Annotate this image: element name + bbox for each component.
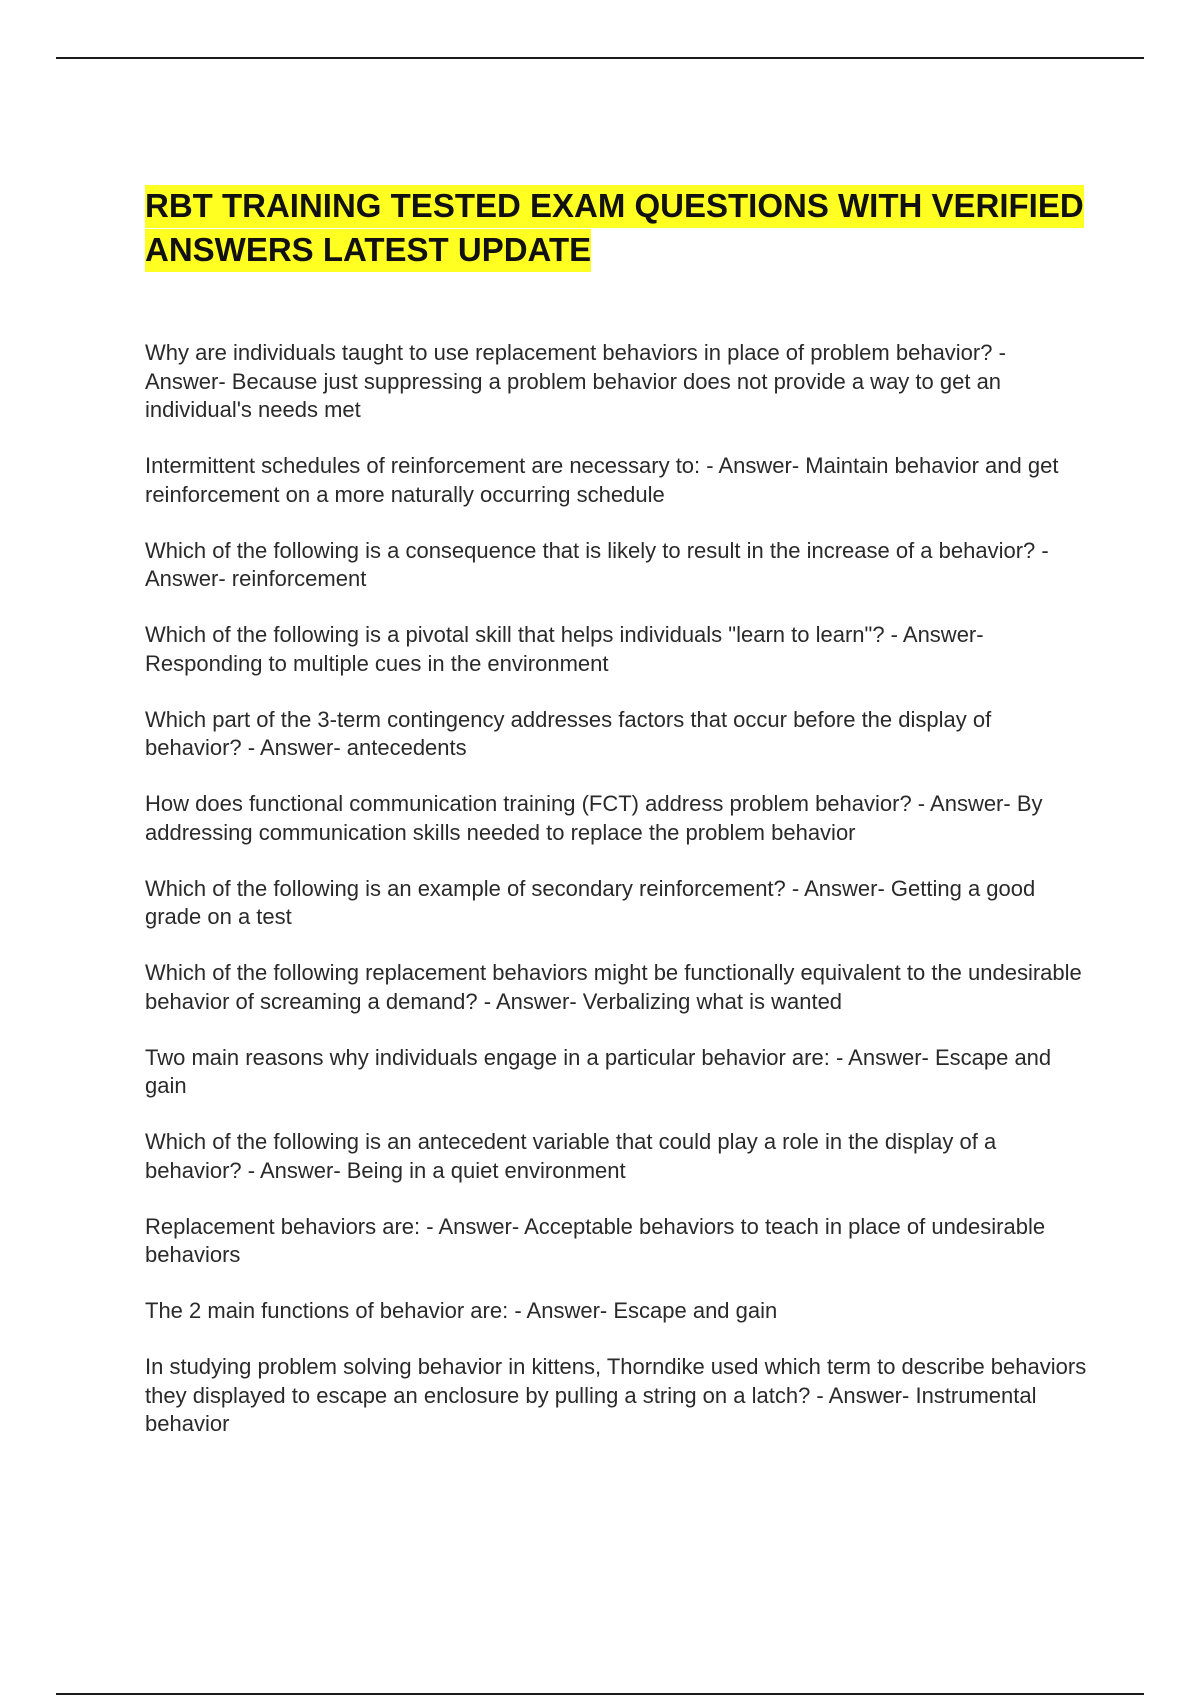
qa-item: How does functional communication training (FCT) address problem behavior? - Answer- By addressing communication skills needed to replace the problem behavior bbox=[145, 791, 1043, 845]
qa-item: Which of the following is an antecedent variable that could play a role in the display of a behavior? - Answer- Being in a quiet environment bbox=[145, 1129, 997, 1183]
qa-item: Which of the following is an example of secondary reinforcement? - Answer- Getting a good grade on a test bbox=[145, 875, 1036, 929]
qa-item: Two main reasons why individuals engage in a particular behavior are: - Answer- Escape and gain bbox=[145, 1044, 1052, 1098]
qa-item: Replacement behaviors are: - Answer- Acceptable behaviors to teach in place of undesirable behaviors bbox=[145, 1213, 1046, 1267]
title-highlight: RBT TRAINING TESTED EXAM QUESTIONS WITH VERIFIED ANSWERS LATEST UPDATE bbox=[145, 185, 1084, 272]
document-title bbox=[145, 184, 1105, 272]
qa-item: Why are individuals taught to use replacement behaviors in place of problem behavior? - Answer- Because just suppressing a problem behavior does not provide a way to get an individual's needs met bbox=[145, 340, 1006, 422]
qa-item: Intermittent schedules of reinforcement are necessary to: - Answer- Maintain behavior and get reinforcement on a more naturally occurring schedule bbox=[145, 453, 1059, 507]
qa-item: In studying problem solving behavior in kittens, Thorndike used which term to describe behaviors they displayed to escape an enclosure by pulling a string on a latch? - Answer- Instrumental behavior bbox=[145, 1354, 1087, 1436]
qa-list bbox=[145, 339, 1090, 1466]
qa-item: The 2 main functions of behavior are: - Answer- Escape and gain bbox=[145, 1298, 778, 1323]
top-rule bbox=[56, 57, 1144, 59]
qa-item: Which part of the 3-term contingency addresses factors that occur before the display of behavior? - Answer- antecedents bbox=[145, 706, 992, 760]
qa-item: Which of the following is a consequence that is likely to result in the increase of a behavior? - Answer- reinforcement bbox=[145, 537, 1049, 591]
bottom-rule bbox=[56, 1693, 1144, 1695]
qa-item: Which of the following replacement behaviors might be functionally equivalent to the undesirable behavior of screaming a demand? - Answer- Verbalizing what is wanted bbox=[145, 960, 1082, 1014]
qa-item: Which of the following is a pivotal skill that helps individuals "learn to learn"? - Answer- Responding to multiple cues in the environment bbox=[145, 622, 984, 676]
